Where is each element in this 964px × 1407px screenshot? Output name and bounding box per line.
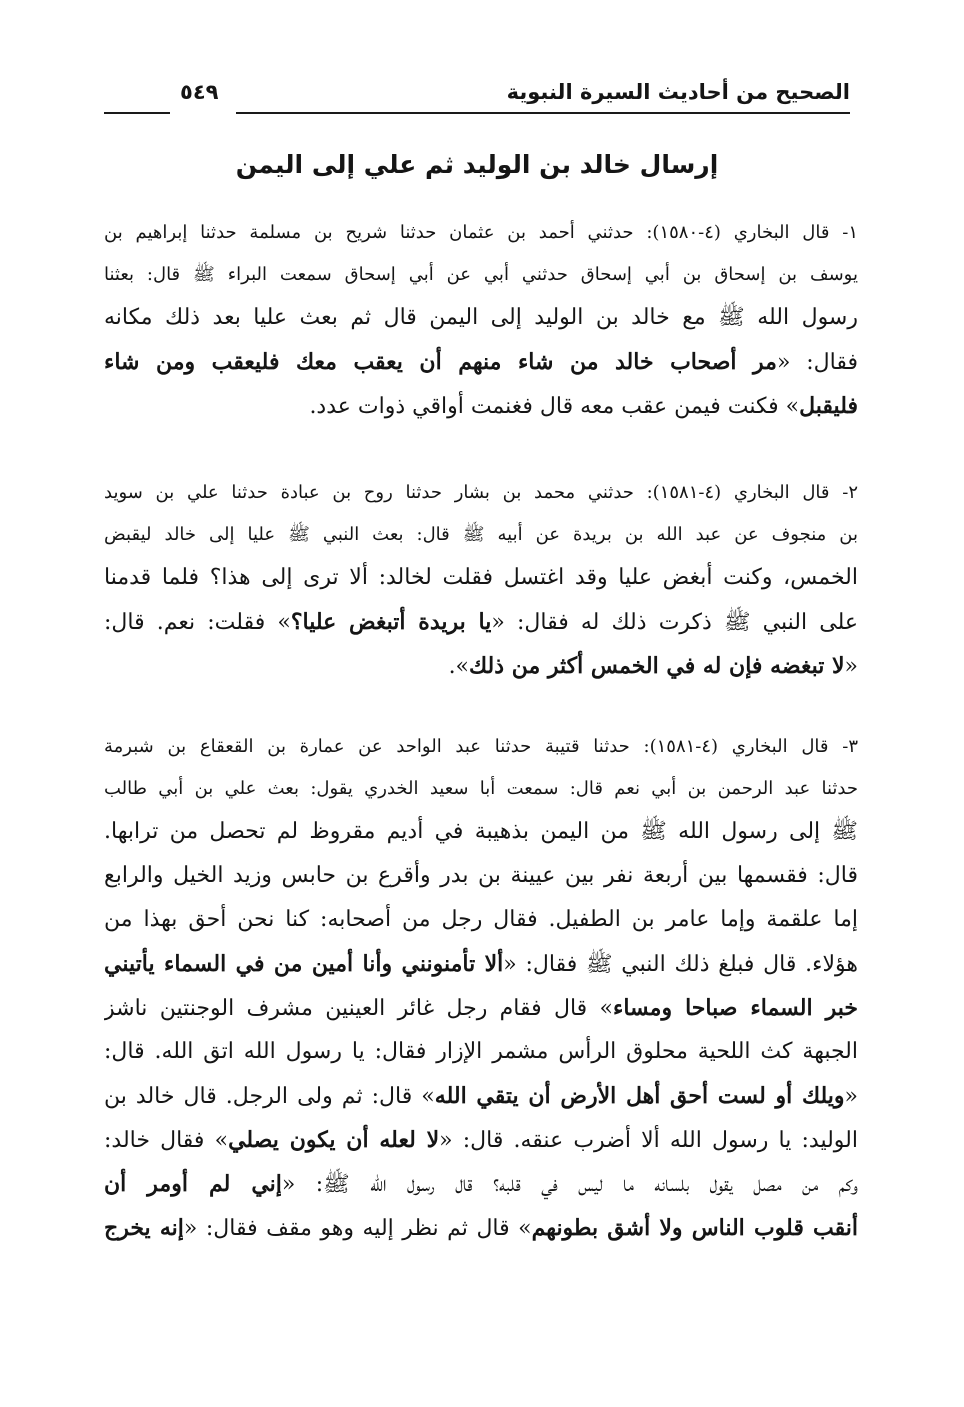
hadith-3-line bbox=[104, 1074, 858, 1118]
running-header bbox=[104, 78, 850, 114]
hadith-3-line bbox=[104, 1206, 858, 1250]
hadith-1-line bbox=[104, 340, 858, 384]
hadith-1-text: » فكنت فيمن عقب معه قال فغنمت أواقي ذوات عدد. bbox=[309, 394, 800, 419]
hadith-3 bbox=[104, 726, 858, 1250]
hadith-1-quote: فليقبل bbox=[799, 393, 858, 419]
hadith-2-line bbox=[104, 556, 858, 600]
hadith-2-text: الخمس، وكنت أبغض عليا وقد اغتسل فقلت لخالد: ألا ترى إلى هذا؟ فلما قدمنا bbox=[104, 565, 858, 590]
page-number: ٥٤٩ bbox=[180, 80, 219, 104]
hadith-3-text: » فقال خالد: bbox=[104, 1128, 229, 1153]
header-rule-left bbox=[104, 112, 170, 114]
hadith-3-quote: ويلك أو لست أحق أهل الأرض أن يتقي الله bbox=[434, 1083, 845, 1109]
header-title: الصحيح من أحاديث السيرة النبوية bbox=[506, 80, 850, 104]
hadith-1-line bbox=[104, 296, 858, 340]
hadith-1 bbox=[104, 212, 858, 428]
hadith-2-line: بن منجوف عن عبد الله بن بريدة عن أبيه ﷺ قال: بعث النبي ﷺ عليا إلى خالد ليقبض bbox=[104, 524, 858, 545]
hadith-2-line bbox=[104, 644, 858, 688]
hadith-1-line: ١- قال البخاري (٤-١٥٨٠): حدثني أحمد بن عثمان حدثنا شريح بن مسلمة حدثنا إبراهيم بن bbox=[104, 222, 858, 243]
hadith-3-text: » قال: ثم ولى الرجل. قال خالد بن bbox=[104, 1084, 435, 1109]
hadith-2-text: على النبي ﷺ ذكرت ذلك له فقال: « bbox=[491, 610, 858, 635]
hadith-3-quote: أنقب قلوب الناس ولا أشق بطونهم bbox=[531, 1215, 858, 1241]
hadith-1-text: فقال: « bbox=[776, 350, 858, 375]
hadith-2-text: ». bbox=[448, 654, 470, 679]
hadith-3-line bbox=[104, 1118, 858, 1162]
hadith-2-text: » فقلت: نعم. قال: bbox=[104, 610, 291, 635]
hadith-3-line: قال: فقسمها بين أربعة نفر بين عيينة بن بدر وأقرع بن حابس وزيد الخيل والرابع bbox=[104, 863, 858, 888]
hadith-3-line bbox=[104, 1162, 858, 1206]
hadith-3-text: الوليد: يا رسول الله ألا أضرب عنقه. قال: « bbox=[439, 1128, 858, 1153]
hadith-3-text: » قال ثم نظر إليه وهو مقف فقال: « bbox=[183, 1216, 532, 1241]
hadith-2-quote: لا تبغضه فإن له في الخمس أكثر من ذلك bbox=[469, 653, 845, 679]
hadith-3-line: ﷺ إلى رسول الله ﷺ من اليمن بذهيبة في أديم مقروظ لم تحصل من ترابها. bbox=[104, 819, 858, 844]
hadith-3-quote: إني لم أومر أن bbox=[104, 1171, 282, 1197]
hadith-3-quote: ألا تأمنونني وأنا أمين من في السماء يأتيني bbox=[104, 951, 504, 977]
hadith-3-text: وكم من مصل يقول بلسانه ما ليس في قلبه؟ قال رسول الله ﷺ: « bbox=[281, 1172, 858, 1197]
hadith-3-text: « bbox=[844, 1084, 858, 1109]
hadith-2-quote: يا بريدة أتبغض عليا؟ bbox=[290, 609, 492, 635]
hadith-2-line bbox=[104, 600, 858, 644]
hadith-3-line: حدثنا عبد الرحمن بن أبي نعم قال: سمعت أبا سعيد الخدري يقول: بعث علي بن أبي طالب bbox=[104, 778, 858, 799]
hadith-1-line: يوسف بن إسحاق بن أبي إسحاق حدثني أبي عن أبي إسحاق سمعت البراء ﷺ قال: بعثنا bbox=[104, 264, 858, 285]
hadith-1-line bbox=[104, 384, 858, 428]
hadith-3-line bbox=[104, 942, 858, 986]
hadith-3-line: الجبهة كث اللحية محلوق الرأس مشمر الإزار فقال: يا رسول الله اتق الله. قال: bbox=[104, 1039, 858, 1064]
hadith-2 bbox=[104, 472, 858, 688]
hadith-3-quote: لا لعله أن يكون يصلي bbox=[228, 1127, 440, 1153]
hadith-3-text: » قال فقام رجل غائر العينين مشرف الوجنتين ناشز bbox=[104, 996, 613, 1021]
hadith-3-quote: إنه يخرج bbox=[104, 1215, 184, 1241]
hadith-1-text: رسول الله ﷺ مع خالد بن الوليد إلى اليمن قال ثم بعث عليا بعد ذلك مكانه bbox=[104, 305, 858, 330]
header-rule-right bbox=[236, 112, 850, 114]
hadith-3-line: إما علقمة وإما عامر بن الطفيل. فقال رجل من أصحابه: كنا نحن أحق بهذا من bbox=[104, 907, 858, 932]
hadith-2-text: « bbox=[844, 654, 858, 679]
hadith-2-line: ٢- قال البخاري (٤-١٥٨١): حدثني محمد بن بشار حدثنا روح بن عبادة حدثنا علي بن سويد bbox=[104, 482, 858, 503]
hadith-1-quote: مر أصحاب خالد من شاء منهم أن يعقب معك فليعقب ومن شاء bbox=[104, 349, 777, 375]
hadith-3-line: ٣- قال البخاري (٤-١٥٨١): حدثنا قتيبة حدثنا عبد الواحد عن عمارة بن القعقاع بن شبرمة bbox=[104, 736, 858, 757]
hadith-3-quote: خبر السماء صباحا ومساء bbox=[612, 995, 858, 1021]
section-title: إرسال خالد بن الوليد ثم علي إلى اليمن bbox=[235, 150, 719, 179]
hadith-3-text: هؤلاء. قال فبلغ ذلك النبي ﷺ فقال: « bbox=[503, 952, 858, 977]
hadith-3-line bbox=[104, 986, 858, 1030]
